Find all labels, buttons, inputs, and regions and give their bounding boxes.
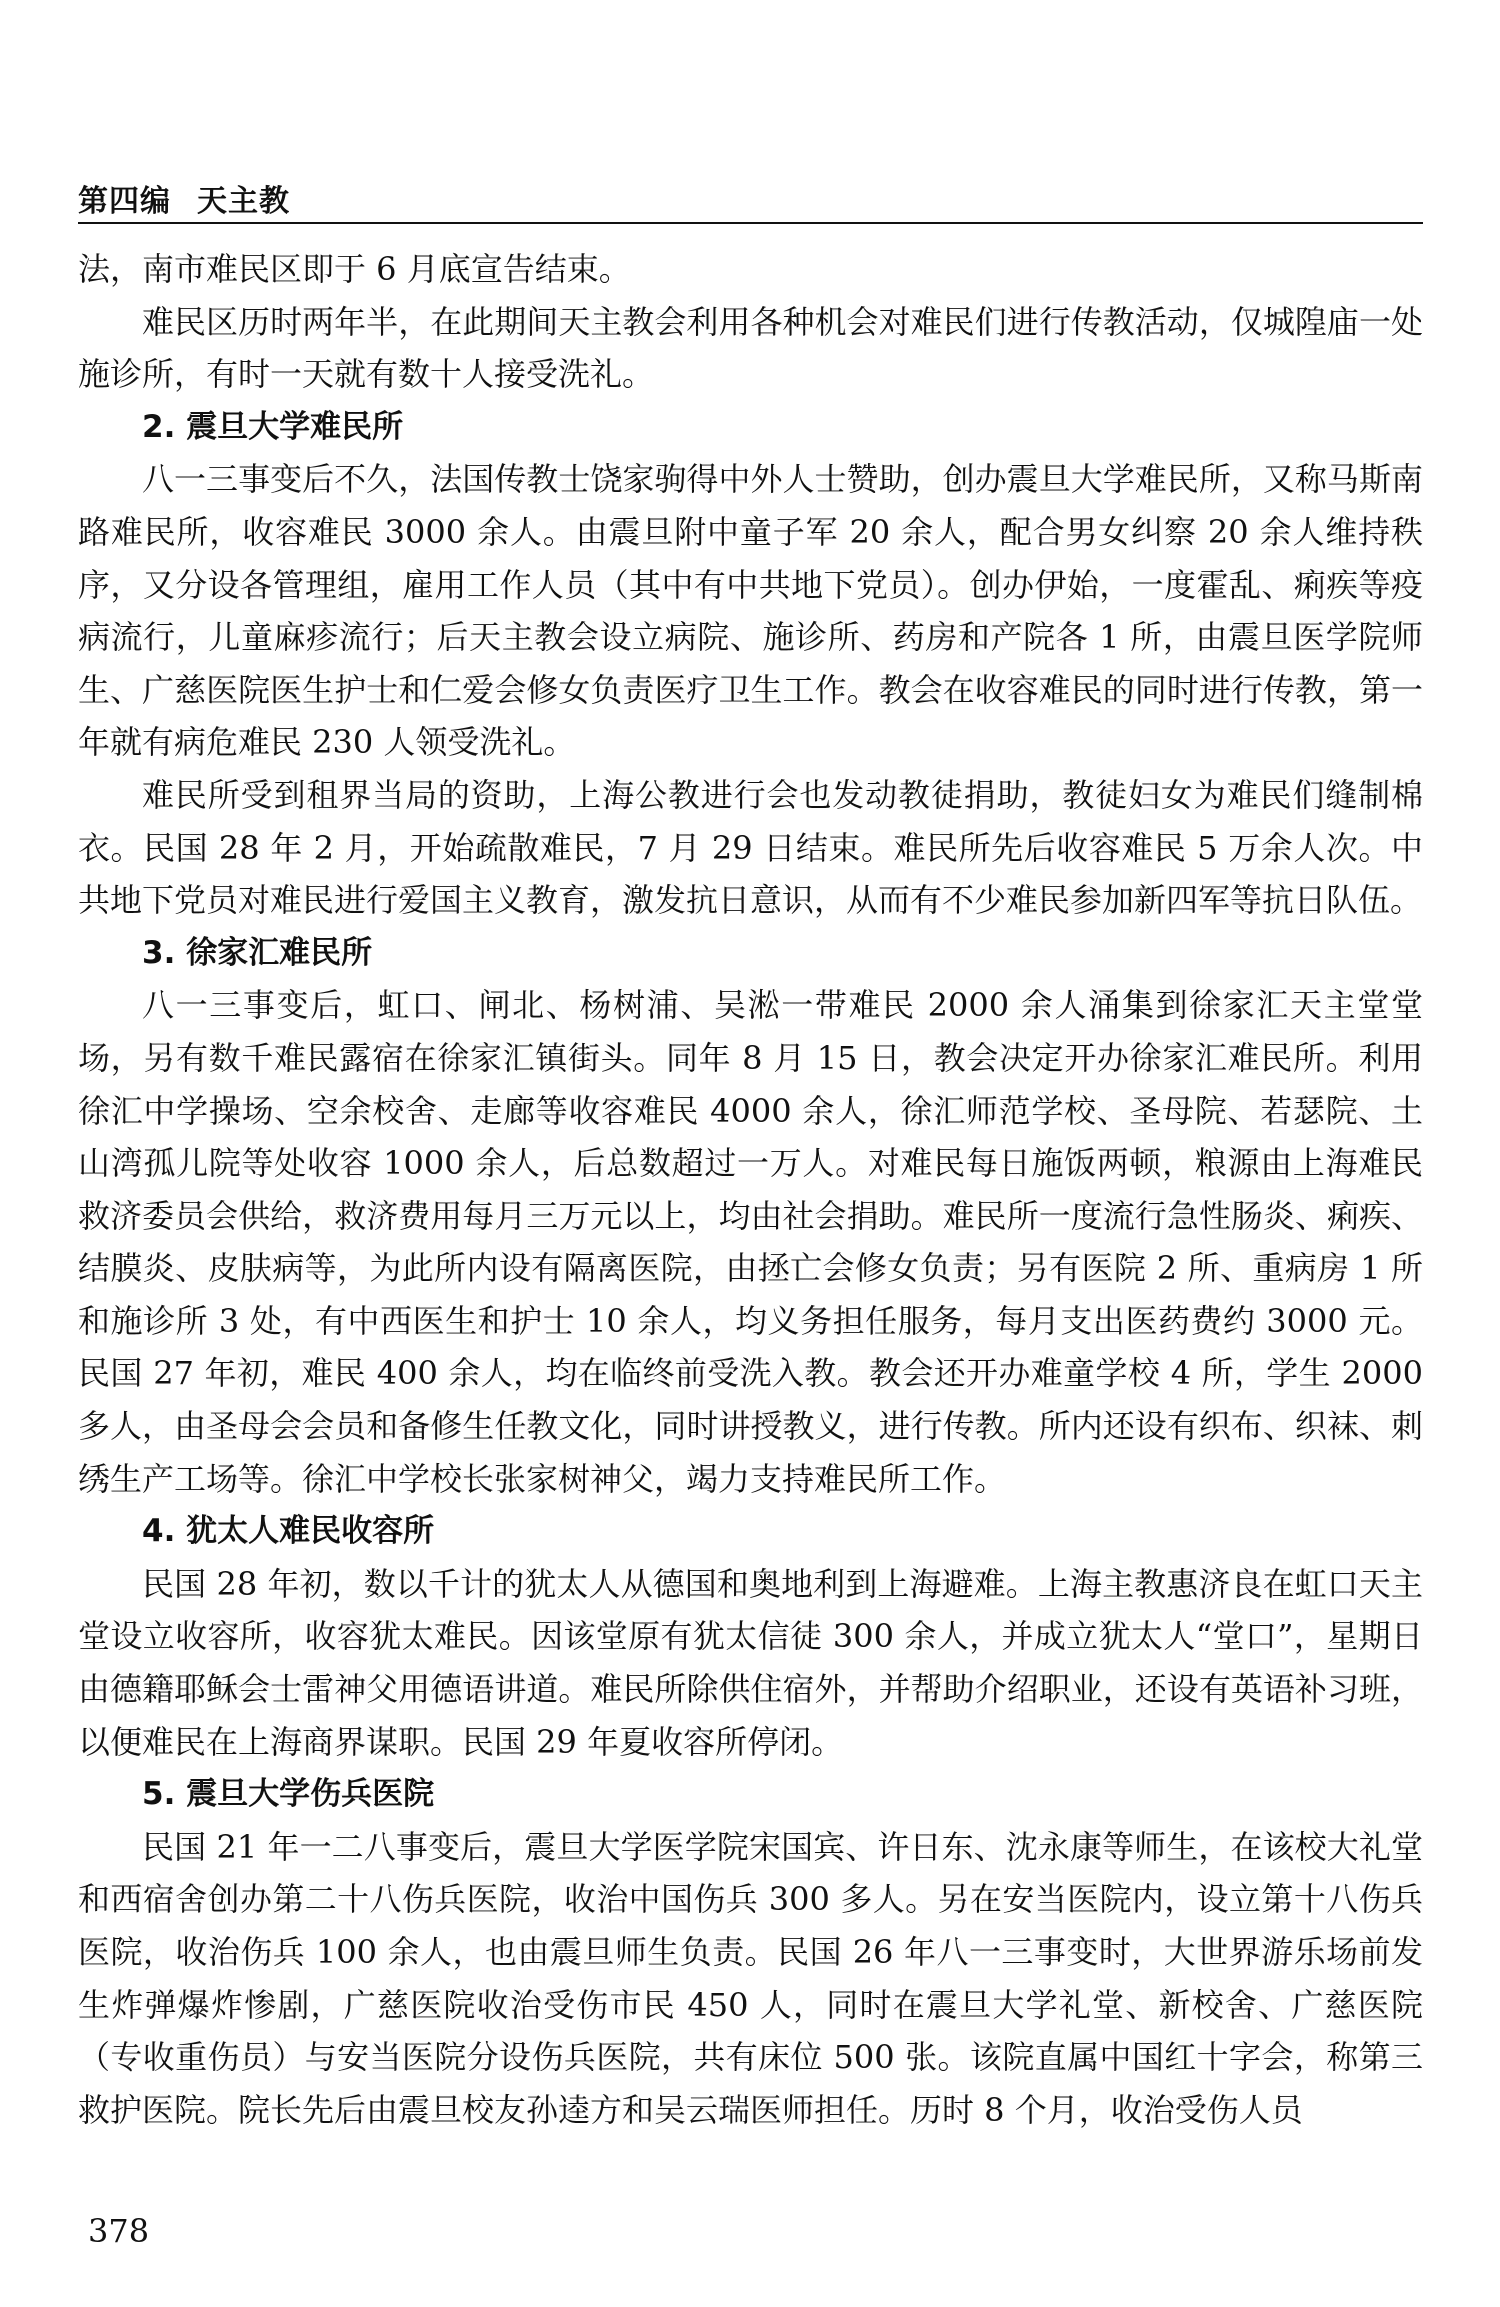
running-head — [78, 176, 290, 220]
header-rule — [78, 222, 1423, 224]
part-title: 天主教 — [197, 184, 290, 219]
paragraph: 民国 28 年初，数以千计的犹太人从德国和奥地利到上海避难。上海主教惠济良在虹口天主堂设立收容所，收容犹太难民。因该堂原有犹太信徒 300 余人，并成立犹太人“堂口”，星期日由德籍耶稣会士雷神父用德语讲道。难民所除供住宿外，并帮助介绍职业，还设有英语补习班，以便难民在上海商界谋职。民国 29 年夏收容所停闭。 — [78, 1564, 1423, 1761]
paragraph: 八一三事变后不久，法国传教士饶家驹得中外人士赞助，创办震旦大学难民所，又称马斯南路难民所，收容难民 3000 余人。由震旦附中童子军 20 余人，配合男女纠察 20 余人维持秩序，又分设各管理组，雇用工作人员（其中有中共地下党员）。创办伊始，一度霍乱、痢疾等疫病流行，儿童麻疹流行；后天主教会设立病院、施诊所、药房和产院各 1 所，由震旦医学院师生、广慈医院医生护士和仁爱会修女负责医疗卫生工作。教会在收容难民的同时进行传教，第一年就有病危难民 230 人领受洗礼。 — [78, 460, 1423, 762]
paragraph: 难民所受到租界当局的资助，上海公教进行会也发动教徒捐助，教徒妇女为难民们缝制棉衣。民国 28 年 2 月，开始疏散难民，7 月 29 日结束。难民所先后收容难民 5 万余人次。中共地下党员对难民进行爱国主义教育，激发抗日意识，从而有不少难民参加新四军等抗日队伍。 — [78, 775, 1423, 920]
section-heading: 2. 震旦大学难民所 — [142, 408, 404, 445]
paragraph: 法，南市难民区即于 6 月底宣告结束。 — [78, 250, 631, 288]
part-label: 第四编 — [78, 184, 171, 219]
paragraph: 八一三事变后，虹口、闸北、杨树浦、吴淞一带难民 2000 余人涌集到徐家汇天主堂堂场，另有数千难民露宿在徐家汇镇街头。同年 8 月 15 日，教会决定开办徐家汇难民所。利用徐汇中学操场、空余校舍、走廊等收容难民 4000 余人，徐汇师范学校、圣母院、若瑟院、土山湾孤儿院等处收容 1000 余人，后总数超过一万人。对难民每日施饭两顿，粮源由上海难民救济委员会供给，救济费用每月三万元以上，均由社会捐助。难民所一度流行急性肠炎、痢疾、结膜炎、皮肤病等，为此所内设有隔离医院，由拯亡会修女负责；另有医院 2 所、重病房 1 所和施诊所 3 处，有中西医生和护士 10 余人，均义务担任服务，每月支出医药费约 3000 元。民国 27 年初，难民 400 余人，均在临终前受洗入教。教会还开办难童学校 4 所，学生 2000 多人，由圣母会会员和备修生任教文化，同时讲授教义，进行传教。所内还设有织布、织袜、刺绣生产工场等。徐汇中学校长张家树神父，竭力支持难民所工作。 — [78, 986, 1423, 1498]
section-heading: 3. 徐家汇难民所 — [142, 934, 373, 971]
paragraph: 民国 21 年一二八事变后，震旦大学医学院宋国宾、许日东、沈永康等师生，在该校大礼堂和西宿舍创办第二十八伤兵医院，收治中国伤兵 300 多人。另在安当医院内，设立第十八伤兵医院，收治伤兵 100 余人，也由震旦师生负责。民国 26 年八一三事变时，大世界游乐场前发生炸弹爆炸惨剧，广慈医院收治受伤市民 450 人，同时在震旦大学礼堂、新校舍、广慈医院（专收重伤员）与安当医院分设伤兵医院，共有床位 500 张。该院直属中国红十字会，称第三救护医院。院长先后由震旦校友孙逵方和吴云瑞医师担任。历时 8 个月，收治受伤人员 — [78, 1827, 1423, 2129]
paragraph: 难民区历时两年半，在此期间天主教会利用各种机会对难民们进行传教活动，仅城隍庙一处施诊所，有时一天就有数十人接受洗礼。 — [78, 302, 1423, 394]
section-heading: 4. 犹太人难民收容所 — [142, 1513, 435, 1550]
page-number: 378 — [88, 2212, 150, 2250]
body-text — [78, 243, 1423, 2136]
section-heading: 5. 震旦大学伤兵医院 — [142, 1776, 435, 1813]
